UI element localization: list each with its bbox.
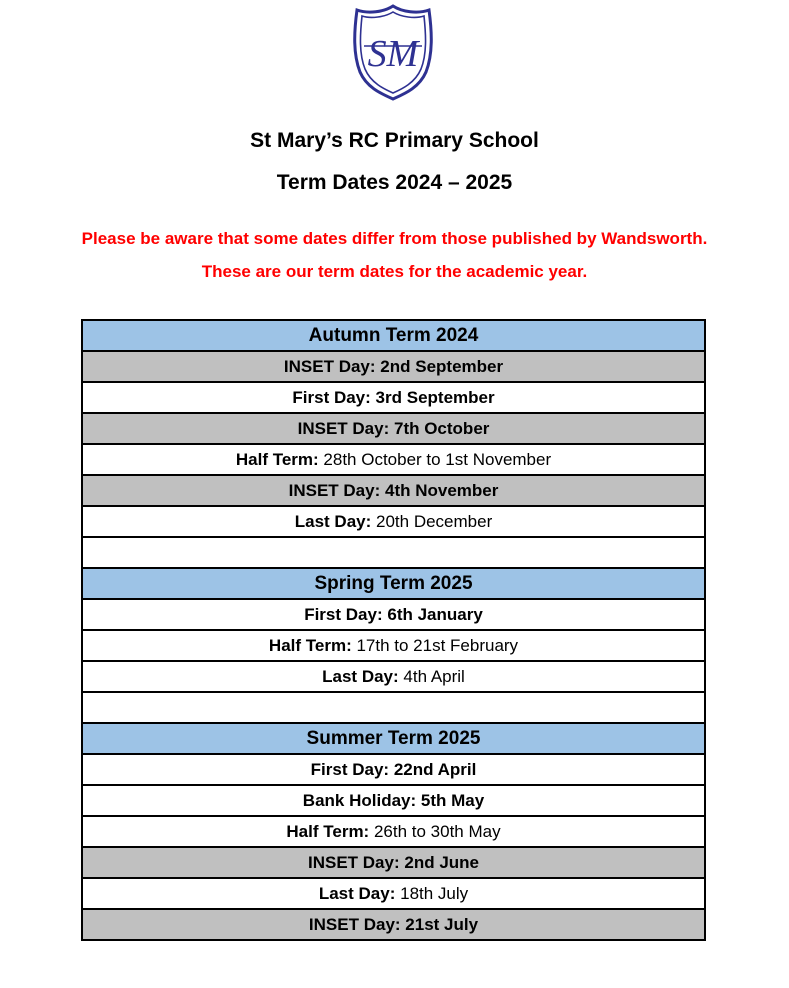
date-value: 7th October: [393, 419, 490, 438]
date-label: INSET Day:: [308, 853, 400, 872]
spacer-cell: [82, 537, 705, 568]
date-row: [82, 816, 705, 847]
date-cell: [82, 816, 705, 847]
date-value: 6th January: [387, 605, 483, 624]
date-label: Half Term:: [235, 450, 319, 469]
term-header-row: [82, 320, 705, 351]
date-row: [82, 878, 705, 909]
date-row: [82, 754, 705, 785]
crest-monogram: SM: [367, 33, 419, 75]
date-value: 2nd June: [404, 853, 479, 872]
date-row: [82, 909, 705, 940]
date-cell: [82, 599, 705, 630]
date-label: INSET Day:: [283, 357, 376, 376]
school-crest-logo: [350, 2, 436, 102]
date-row: [82, 661, 705, 692]
term-title: Autumn Term 2024: [82, 320, 705, 351]
date-label: INSET Day:: [308, 915, 401, 934]
date-label: First Day:: [310, 760, 390, 779]
date-row: [82, 630, 705, 661]
date-value: 26th to 30th May: [373, 822, 501, 841]
date-cell: [82, 630, 705, 661]
date-label: Last Day:: [294, 512, 372, 531]
date-cell: [82, 661, 705, 692]
term-title: Summer Term 2025: [82, 723, 705, 754]
date-cell: [82, 754, 705, 785]
date-cell: [82, 382, 705, 413]
date-value: 3rd September: [375, 388, 495, 407]
date-label: INSET Day:: [288, 481, 381, 500]
date-label: INSET Day:: [297, 419, 390, 438]
date-value: 22nd April: [393, 760, 477, 779]
spacer-row: [82, 537, 705, 568]
date-value: 4th April: [403, 667, 465, 686]
date-cell: [82, 847, 705, 878]
date-label: Bank Holiday:: [302, 791, 417, 810]
date-cell: [82, 444, 705, 475]
spacer-row: [82, 692, 705, 723]
term-header-row: [82, 568, 705, 599]
date-value: 2nd September: [380, 357, 504, 376]
date-cell: [82, 785, 705, 816]
date-cell: [82, 351, 705, 382]
date-value: 18th July: [400, 884, 469, 903]
date-row: [82, 475, 705, 506]
date-value: 21st July: [405, 915, 479, 934]
date-label: First Day:: [304, 605, 383, 624]
date-value: 20th December: [376, 512, 493, 531]
date-value: 5th May: [420, 791, 485, 810]
date-row: [82, 382, 705, 413]
date-row: [82, 351, 705, 382]
notice-line-2: These are our term dates for the academic year.: [201, 262, 588, 281]
date-label: Half Term:: [268, 636, 352, 655]
spacer-cell: [82, 692, 705, 723]
date-row: [82, 599, 705, 630]
term-dates-table: [81, 319, 706, 941]
date-row: [82, 444, 705, 475]
date-row: [82, 847, 705, 878]
date-cell: [82, 413, 705, 444]
term-title: Spring Term 2025: [82, 568, 705, 599]
date-cell: [82, 475, 705, 506]
date-cell: [82, 506, 705, 537]
date-cell: [82, 878, 705, 909]
date-label: First Day:: [292, 388, 371, 407]
date-value: 4th November: [385, 481, 499, 500]
date-label: Half Term:: [286, 822, 370, 841]
notice-line-1: Please be aware that some dates differ from those published by Wandsworth.: [81, 229, 708, 248]
date-cell: [82, 909, 705, 940]
document-title: Term Dates 2024 – 2025: [276, 171, 513, 194]
date-row: [82, 785, 705, 816]
school-name: St Mary’s RC Primary School: [250, 129, 539, 152]
date-row: [82, 413, 705, 444]
term-header-row: [82, 723, 705, 754]
date-label: Last Day:: [322, 667, 399, 686]
date-label: Last Day:: [318, 884, 396, 903]
date-row: [82, 506, 705, 537]
date-value: 17th to 21st February: [356, 636, 519, 655]
date-value: 28th October to 1st November: [323, 450, 552, 469]
